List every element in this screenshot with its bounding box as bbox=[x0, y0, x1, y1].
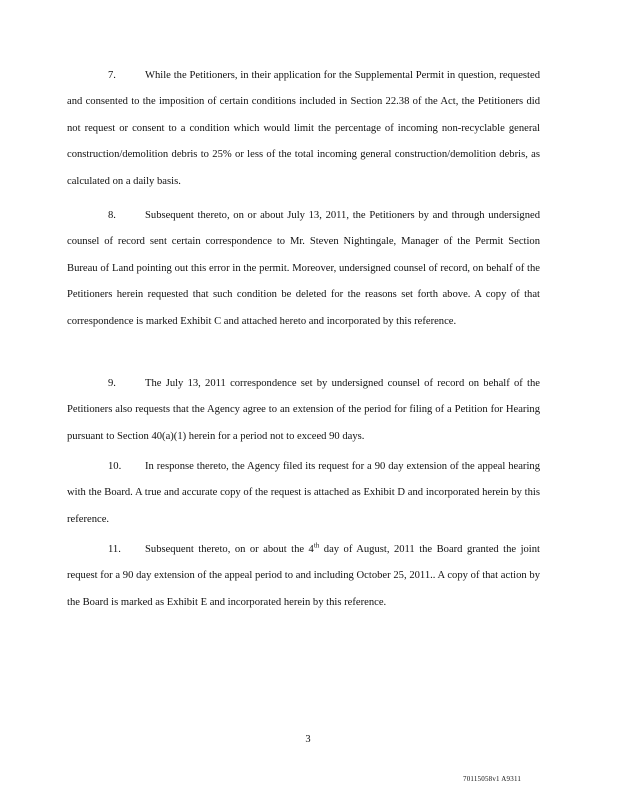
paragraph-text-start: Subsequent thereto, on or about the 4 bbox=[145, 544, 314, 555]
paragraph-8 bbox=[67, 203, 540, 335]
paragraph-7 bbox=[67, 63, 540, 195]
paragraph-number: 10. bbox=[108, 461, 122, 472]
page-number: 3 bbox=[305, 734, 311, 745]
paragraph-text: While the Petitioners, in their application for the Supplemental Permit in question, requested and consented to the imposition of certain conditions included in Section 22.38 of the Act, the Petitioners did not request or consent to a condition which would limit the percentage of incoming non-recyclable general construction/demolition debris to 25% or less of the total incoming general construction/demolition debris, as calculated on a daily basis. bbox=[67, 70, 540, 187]
paragraph-number: 7. bbox=[108, 70, 116, 81]
paragraph-10 bbox=[67, 454, 540, 533]
paragraph-number: 11. bbox=[108, 544, 121, 555]
paragraph-11 bbox=[67, 537, 540, 616]
paragraph-9 bbox=[67, 371, 540, 450]
paragraph-text: In response thereto, the Agency filed its request for a 90 day extension of the appeal hearing with the Board. A true and accurate copy of the request is attached as Exhibit D and incorporated herein by this reference. bbox=[67, 461, 540, 525]
paragraph-number: 9. bbox=[108, 378, 116, 389]
paragraph-text: Subsequent thereto, on or about July 13, 2011, the Petitioners by and through undersigned counsel of record sent certain correspondence to Mr. Steven Nightingale, Manager of the Permit Section Bureau of Land pointing out this error in the permit. Moreover, undersigned counsel of record, on behalf of the Petitioners herein requested that such condition be deleted for the reasons set forth above. A copy of that correspondence is marked Exhibit C and attached hereto and incorporated by this reference. bbox=[67, 210, 540, 327]
paragraph-text-end: day of August, 2011 the Board granted the joint request for a 90 day extension of the appeal period to and including October 25, 2011.. A copy of that action by the Board is marked as Exhibit E and incorporated herein by this reference. bbox=[67, 544, 540, 608]
document-id: 70115058v1 A9311 bbox=[463, 775, 522, 783]
ordinal-superscript: th bbox=[313, 541, 320, 550]
paragraph-number: 8. bbox=[108, 210, 116, 221]
paragraph-text: The July 13, 2011 correspondence set by undersigned counsel of record on behalf of the Petitioners also requests that the Agency agree to an extension of the period for filing of a Petition for Hearing pursuant to Section 40(a)(1) herein for a period not to exceed 90 days. bbox=[67, 378, 540, 442]
